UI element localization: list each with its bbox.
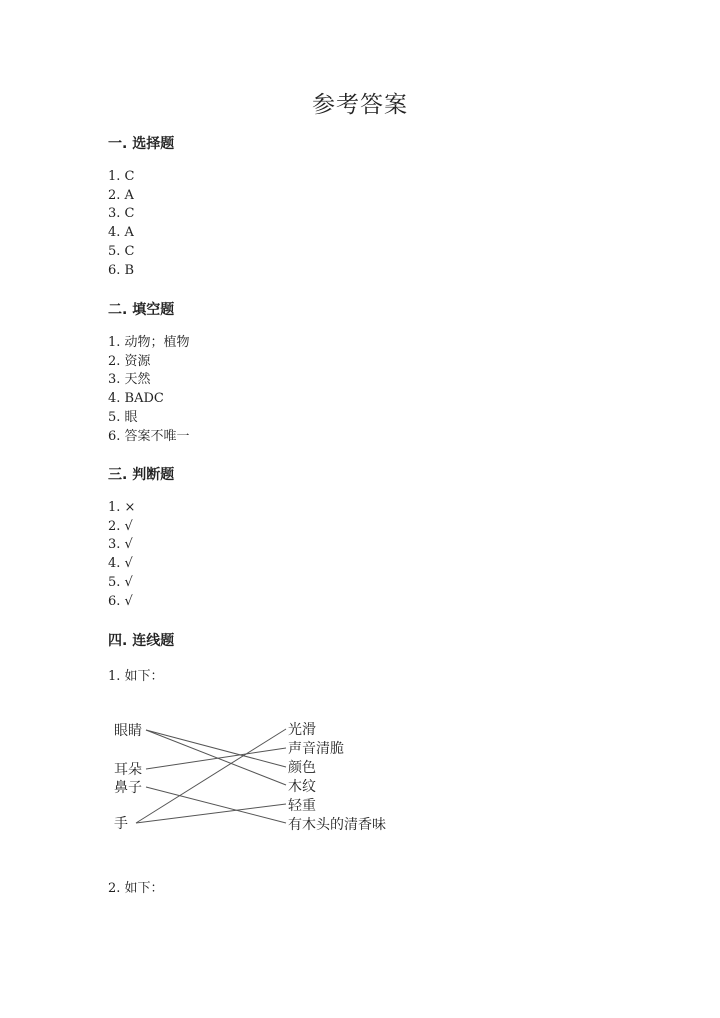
match-left-label: 耳朵	[114, 762, 142, 778]
answer-item: 3. √	[108, 537, 133, 553]
match-line	[146, 730, 286, 785]
match-right-label: 轻重	[288, 798, 316, 814]
section-heading-judge: 三. 判断题	[108, 467, 175, 483]
match-left-label: 手	[114, 816, 128, 832]
answer-item: 1. C	[108, 169, 135, 184]
answer-item: 1. ×	[108, 500, 136, 515]
answer-item: 2. A	[108, 187, 134, 203]
answer-item: 1. 动物；植物	[108, 335, 190, 350]
match-left-label: 鼻子	[114, 780, 142, 796]
match-line	[146, 748, 286, 769]
match-left-label: 眼睛	[114, 723, 142, 739]
answer-list-fill	[108, 334, 190, 446]
match-right-label: 声音清脆	[288, 741, 344, 757]
question-2-label: 2. 如下：	[108, 881, 164, 896]
answer-list-choice	[108, 168, 134, 280]
answer-item: 2. √	[108, 518, 133, 534]
answer-item: 4. BADC	[108, 391, 164, 407]
match-right-label: 有木头的清香味	[288, 817, 386, 833]
question-1-label: 1. 如下：	[108, 669, 164, 684]
answer-item: 5. √	[108, 574, 133, 590]
answer-item: 4. A	[108, 225, 134, 241]
answer-item: 4. √	[108, 556, 133, 572]
answer-item: 5. C	[108, 243, 135, 259]
answer-item: 6. B	[108, 262, 135, 278]
section-heading-fill: 二. 填空题	[108, 302, 175, 318]
answer-list-judge	[108, 499, 135, 611]
answer-item: 6. 答案不唯一	[108, 428, 190, 444]
page-title: 参考答案	[312, 92, 408, 118]
match-right-label: 光滑	[288, 722, 316, 738]
match-line	[136, 804, 286, 823]
matching-diagram	[108, 712, 428, 852]
answer-item: 6. √	[108, 593, 133, 609]
section-heading-choice: 一. 选择题	[108, 136, 175, 152]
section-heading-matching: 四. 连线题	[108, 633, 175, 649]
answer-item: 5. 眼	[108, 409, 138, 425]
answer-item: 3. C	[108, 206, 135, 222]
match-line	[146, 730, 286, 767]
answer-item: 2. 资源	[108, 353, 151, 369]
match-right-label: 木纹	[288, 779, 316, 795]
match-line	[146, 787, 286, 823]
match-right-label: 颜色	[288, 760, 316, 776]
answer-item: 3. 天然	[108, 372, 151, 388]
